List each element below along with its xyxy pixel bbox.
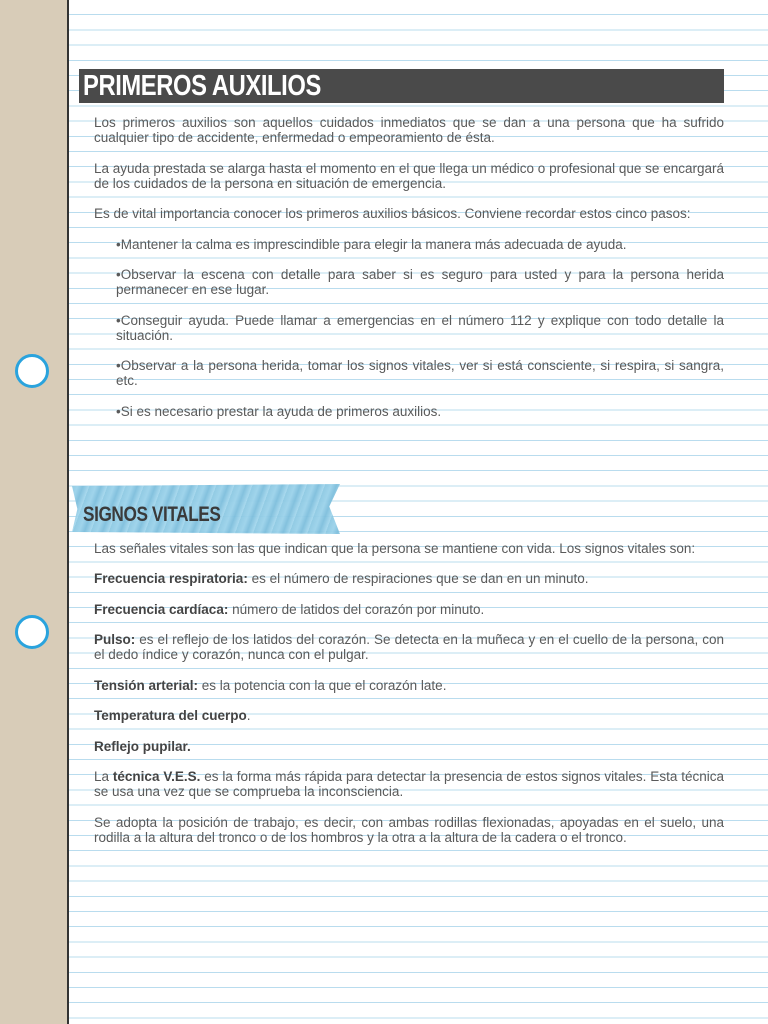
section-title: PRIMEROS AUXILIOS: [83, 70, 321, 102]
paragraph: Los primeros auxilios son aquellos cuidados inmediatos que se dan a una persona que ha sufrido cualquier tipo de accidente, enfermedad o empeoramiento de ésta.: [94, 115, 724, 146]
list-item: Frecuencia cardíaca: número de latidos del corazón por minuto.: [94, 601, 485, 617]
list-item: •Observar la escena con detalle para saber si es seguro para usted y para la persona herida permanecer en ese lugar.: [116, 266, 724, 298]
binder-margin: [0, 0, 68, 1024]
list-item: [94, 739, 724, 754]
term: Reflejo pupilar.: [94, 738, 191, 754]
binder-ring-hole: [15, 354, 49, 388]
section-primeros-auxilios: [94, 115, 724, 434]
list-item: Tensión arterial: es la potencia con la que el corazón late.: [94, 677, 447, 693]
term: Frecuencia cardíaca:: [94, 601, 229, 617]
list-item: Frecuencia respiratoria: es el número de respiraciones que se dan en un minuto.: [94, 571, 589, 587]
list-item: •Si es necesario prestar la ayuda de primeros auxilios.: [116, 403, 442, 419]
term: Tensión arterial:: [94, 677, 199, 693]
section-title-bar: [79, 69, 724, 103]
term: técnica V.E.S.: [112, 768, 201, 784]
paragraph: Las señales vitales son las que indican que la persona se mantiene con vida. Los signos vitales son:: [94, 541, 696, 556]
paragraph: La técnica V.E.S. es la forma más rápida para detectar la presencia de estos signos vitales. Esta técnica se usa una vez que se comprueba la inconsciencia.: [94, 768, 724, 800]
paragraph: La ayuda prestada se alarga hasta el momento en el que llega un médico o profesional que se encargará de los cuidados de la persona en situación de emergencia.: [94, 160, 724, 191]
list-item: •Observar a la persona herida, tomar los signos vitales, ver si está consciente, si respira, si sangra, etc.: [116, 358, 724, 389]
list-item: •Conseguir ayuda. Puede llamar a emergencias en el número 112 y explique con todo detalle la situación.: [116, 312, 724, 343]
margin-line: [67, 0, 69, 1024]
term: Temperatura del cuerpo: [94, 708, 247, 724]
section-signos-vitales: [94, 541, 724, 860]
paragraph: Se adopta la posición de trabajo, es decir, con ambas rodillas flexionadas, apoyadas en el suelo, una rodilla a la altura del tronco o de los hombros y la otra a la altura de la cadera o el tronco.: [94, 814, 724, 845]
section-title: SIGNOS VITALES: [83, 503, 221, 526]
list-item: •Mantener la calma es imprescindible para elegir la manera más adecuada de ayuda.: [116, 236, 627, 252]
binder-ring-hole: [15, 615, 49, 649]
paragraph: Es de vital importancia conocer los primeros auxilios básicos. Conviene recordar estos cinco pasos:: [94, 206, 691, 222]
term: Pulso:: [94, 632, 136, 648]
term: Frecuencia respiratoria:: [94, 571, 248, 587]
list-item: Temperatura del cuerpo.: [94, 708, 251, 724]
list-item: Pulso: es el reflejo de los latidos del corazón. Se detecta en la muñeca y en el cuello de la persona, con el dedo índice y corazón, nunca con el pulgar.: [94, 632, 724, 663]
